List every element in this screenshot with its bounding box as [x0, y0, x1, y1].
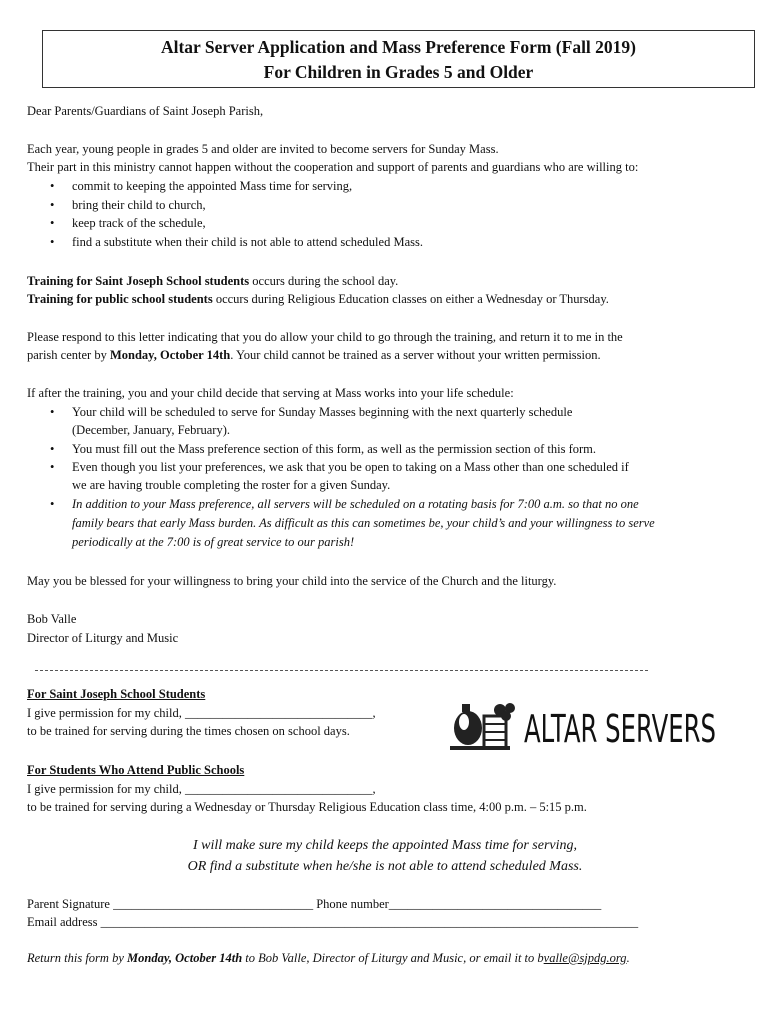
- sjs-permission-cont: to be trained for serving during the times chosen on school days.: [27, 724, 350, 738]
- respond-line-2: parish center by Monday, October 14th. Your child cannot be trained as a server without your written permission.: [27, 348, 601, 362]
- intro-line-1: Each year, young people in grades 5 and older are invited to become servers for Sunday Mass.: [27, 142, 499, 156]
- signature-title: Director of Liturgy and Music: [27, 631, 179, 645]
- title-line-1: Altar Server Application and Mass Preference Form (Fall 2019): [160, 37, 636, 57]
- bullet-continuation: (December, January, February).: [72, 423, 230, 437]
- logo-text: ALTAR SERVERS: [524, 707, 716, 751]
- promise-line-2: OR find a substitute when he/she is not able to attend scheduled Mass.: [187, 859, 583, 874]
- intro-line-2: Their part in this ministry cannot happen without the cooperation and support of parents and guardians who are willing to:: [27, 160, 639, 174]
- sjs-heading: For Saint Joseph School Students: [27, 687, 206, 701]
- training-public: Training for public school students occurs during Religious Education classes on either a Wednesday or Thursday.: [27, 292, 609, 306]
- bullet-item: • find a substitute when their child is not able to attend scheduled Mass.: [50, 235, 423, 249]
- bullet-continuation: family bears that early Mass burden. As difficult as this can sometimes be, your child’s and your willingness to serve: [72, 516, 655, 530]
- bullet-continuation: we are having trouble completing the roster for a given Sunday.: [72, 478, 391, 492]
- email-link[interactable]: valle@sjpdg.org: [543, 951, 627, 965]
- public-permission-cont: to be trained for serving during a Wednesday or Thursday Religious Education class time, 4:00 p.m. – 5:15 p.m.: [27, 800, 587, 814]
- bullet-item: • Your child will be scheduled to serve for Sunday Masses beginning with the next quarterly schedule: [50, 405, 573, 419]
- greeting: Dear Parents/Guardians of Saint Joseph Parish,: [27, 104, 264, 118]
- signature-name: Bob Valle: [27, 612, 77, 626]
- altar-servers-logo: [440, 694, 720, 754]
- chalice-icon: [450, 703, 515, 750]
- public-permission[interactable]: I give permission for my child, ______________________________,: [27, 782, 376, 796]
- bullet-item: • commit to keeping the appointed Mass time for serving,: [50, 179, 353, 193]
- blessing: May you be blessed for your willingness to bring your child into the service of the Church and the liturgy.: [27, 574, 557, 588]
- training-school: Training for Saint Joseph School students occurs during the school day.: [27, 274, 399, 288]
- bullet-continuation: periodically at the 7:00 is of great service to our parish!: [72, 535, 355, 549]
- after-training-intro: If after the training, you and your child decide that serving at Mass works into your life schedule:: [27, 386, 514, 400]
- public-heading: For Students Who Attend Public Schools: [27, 763, 245, 777]
- bullet-item: • Even though you list your preferences, we ask that you be open to taking on a Mass other than one scheduled if: [50, 460, 629, 474]
- title-box: [42, 30, 755, 88]
- sjs-permission[interactable]: I give permission for my child, ______________________________,: [27, 706, 376, 720]
- bullet-item: • You must fill out the Mass preference section of this form, as well as the permission section of this form.: [50, 442, 596, 456]
- bullet-item: • In addition to your Mass preference, all servers will be scheduled on a rotating basis for 7:00 a.m. so that no one: [50, 497, 639, 511]
- bullet-item: • keep track of the schedule,: [50, 216, 206, 230]
- parent-signature-field[interactable]: Parent Signature ________________________________ Phone number__________________________________: [27, 897, 602, 911]
- return-instructions: Return this form by Monday, October 14th to Bob Valle, Director of Liturgy and Music, or email it to bvalle@sjpdg.org.: [27, 951, 630, 965]
- title-line-2: For Children in Grades 5 and Older: [263, 62, 534, 82]
- email-field[interactable]: Email address ______________________________________________________________________________________: [27, 915, 639, 929]
- promise-line-1: I will make sure my child keeps the appointed Mass time for serving,: [192, 838, 577, 853]
- bullet-item: • bring their child to church,: [50, 198, 206, 212]
- divider: [35, 670, 648, 671]
- respond-line-1: Please respond to this letter indicating that you do allow your child to go through the training, and return it to me in the: [27, 330, 623, 344]
